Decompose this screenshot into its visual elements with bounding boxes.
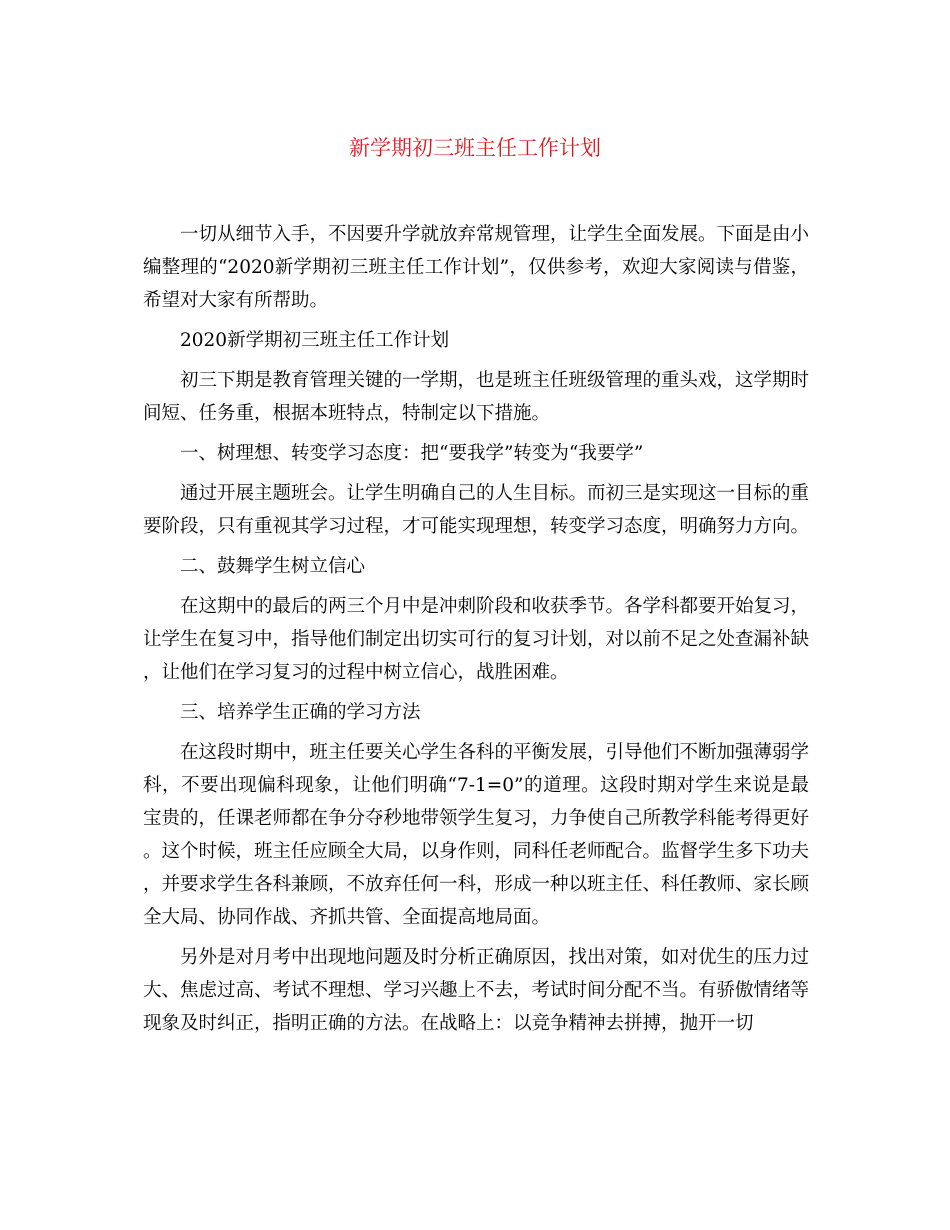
section-heading-2: 二、鼓舞学生树立信心 bbox=[180, 556, 366, 577]
document-title: 新学期初三班主任工作计划 bbox=[349, 136, 601, 160]
body-paragraph: 初三下期是教育管理关键的一学期，也是班主任班级管理的重头戏，这学期时间短、任务重，根据本班特点，特制定以下措施。 bbox=[143, 370, 810, 424]
section-heading-3: 三、培养学生正确的学习方法 bbox=[180, 702, 421, 723]
document-body bbox=[143, 218, 809, 1040]
body-paragraph: 在这段时期中，班主任要关心学生各科的平衡发展，引导他们不断加强薄弱学科，不要出现偏科现象，让他们明确“7-1=0”的道理。这段时期对学生来说是最宝贵的，任课老师都在争分夺秒地带领学生复习，力争使自己所教学科能考得更好。这个时候，班主任应顾全大局，以身作则，同科任老师配合。监督学生多下功夫，并要求学生各科兼顾，不放弃任何一科，形成一种以班主任、科任教师、家长顾全大局、协同作战、齐抓共管、全面提高地局面。 bbox=[143, 742, 810, 928]
intro-paragraph: 一切从细节入手，不因要升学就放弃常规管理，让学生全面发展。下面是由小编整理的“2020新学期初三班主任工作计划”，仅供参考，欢迎大家阅读与借鉴，希望对大家有所帮助。 bbox=[143, 224, 810, 311]
body-paragraph: 另外是对月考中出现地问题及时分析正确原因，找出对策，如对优生的压力过大、焦虑过高、考试不理想、学习兴趣上不去，考试时间分配不当。有骄傲情绪等现象及时纠正，指明正确的方法。在战略上：以竞争精神去拼搏，抛开一切 bbox=[143, 947, 810, 1034]
body-paragraph: 通过开展主题班会。让学生明确自己的人生目标。而初三是实现这一目标的重要阶段，只有重视其学习过程，才可能实现理想，转变学习态度，明确努力方向。 bbox=[143, 483, 810, 537]
subtitle-paragraph: 2020新学期初三班主任工作计划 bbox=[180, 330, 450, 351]
body-paragraph: 在这期中的最后的两三个月中是冲刺阶段和收获季节。各学科都要开始复习，让学生在复习中，指导他们制定出切实可行的复习计划，对以前不足之处查漏补缺，让他们在学习复习的过程中树立信心，战胜困难。 bbox=[143, 596, 810, 683]
section-heading-1: 一、树理想、转变学习态度：把“要我学”转变为“我要学” bbox=[180, 443, 644, 464]
